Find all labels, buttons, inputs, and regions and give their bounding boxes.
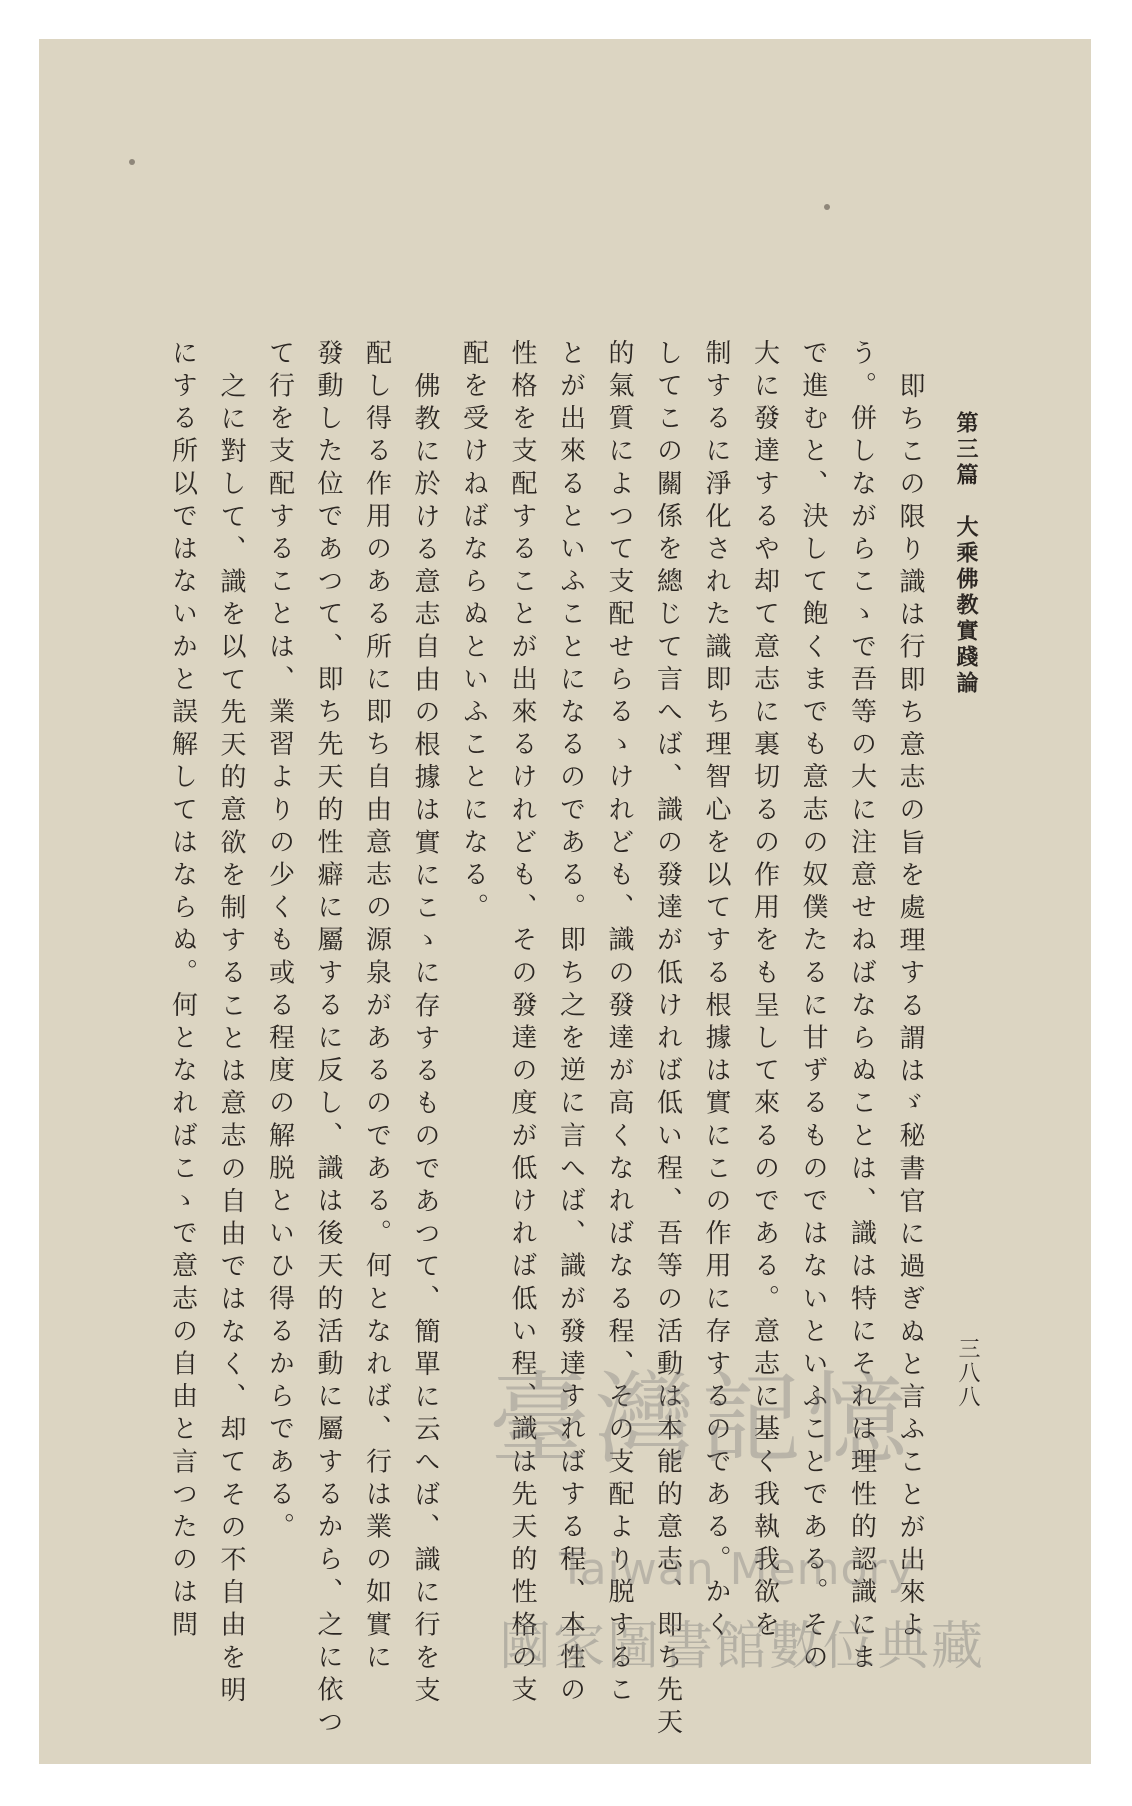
text-line: 之に對して、識を以て先天的意欲を制することは意志の自由ではなく、却てその不自由を明	[216, 372, 246, 1709]
text-line: で進むと、決して飽くまでも意志の奴僕たるに甘ずるものではないといふことである。その	[798, 339, 828, 1676]
text-line: て行を支配することは、業習よりの少くも或る程度の解脱といひ得るからである。	[264, 339, 295, 1546]
page-number: 三八八	[955, 1337, 980, 1409]
paper-speck	[824, 204, 830, 210]
text-line: 佛教に於ける意志自由の根據は實にこゝに存するものであつて、簡單に云へば、識に行を支	[410, 372, 440, 1709]
paper-speck	[129, 159, 135, 165]
text-line: 配し得る作用のある所に即ち自由意志の源泉があるのである。何となれば、行は業の如實に	[361, 339, 392, 1676]
text-line: 性格を支配することが出來るけれども、その發達の度が低ければ低い程、識は先天的性格の支	[507, 339, 537, 1709]
book-page	[39, 39, 1091, 1764]
text-line: にする所以ではないかと誤解してはならぬ。何となればこゝで意志の自由と言つたのは問	[167, 339, 198, 1643]
text-line: 大に發達するや却て意志に裏切るの作用をも呈して來るのである。意志に基く我執我欲を	[749, 339, 780, 1643]
watermark-english-logo: Taiwan Memory	[559, 1544, 915, 1595]
text-line: 的氣質によつて支配せらるゝけれども、識の發達が高くなればなる程、その支配より脱するこ	[604, 339, 634, 1709]
running-header-title: 第三篇 大乘佛教實踐論	[953, 411, 979, 697]
watermark-library-logo: 國家圖書館數位典藏	[499, 1617, 986, 1677]
text-line: う。併しながらこゝで吾等の大に注意せねばならぬことは、識は特にそれは理性的認識にま	[846, 339, 877, 1676]
text-line: 即ちこの限り識は行即ち意志の旨を處理する謂はゞ秘書官に過ぎぬと言ふことが出來よ	[895, 372, 925, 1644]
text-line: してこの關係を總じて言へば、識の發達が低ければ低い程、吾等の活動は本能的意志、即ち先天	[652, 339, 683, 1741]
text-line: 配を受けねばならぬといふことになる。	[458, 339, 489, 926]
text-line: 制するに淨化された識即ち理智心を以てする根據は實にこの作用に存するのである。かく	[701, 339, 731, 1643]
text-line: 發動した位であつて、即ち先天的性癖に屬するに反し、識は後天的活動に屬するから、之に依つ	[313, 339, 343, 1741]
text-line: とが出來るといふことになるのである。即ち之を逆に言へば、識が發達すればする程、本性の	[555, 339, 586, 1709]
watermark-chinese-logo: 臺灣記憶	[489, 1361, 913, 1478]
